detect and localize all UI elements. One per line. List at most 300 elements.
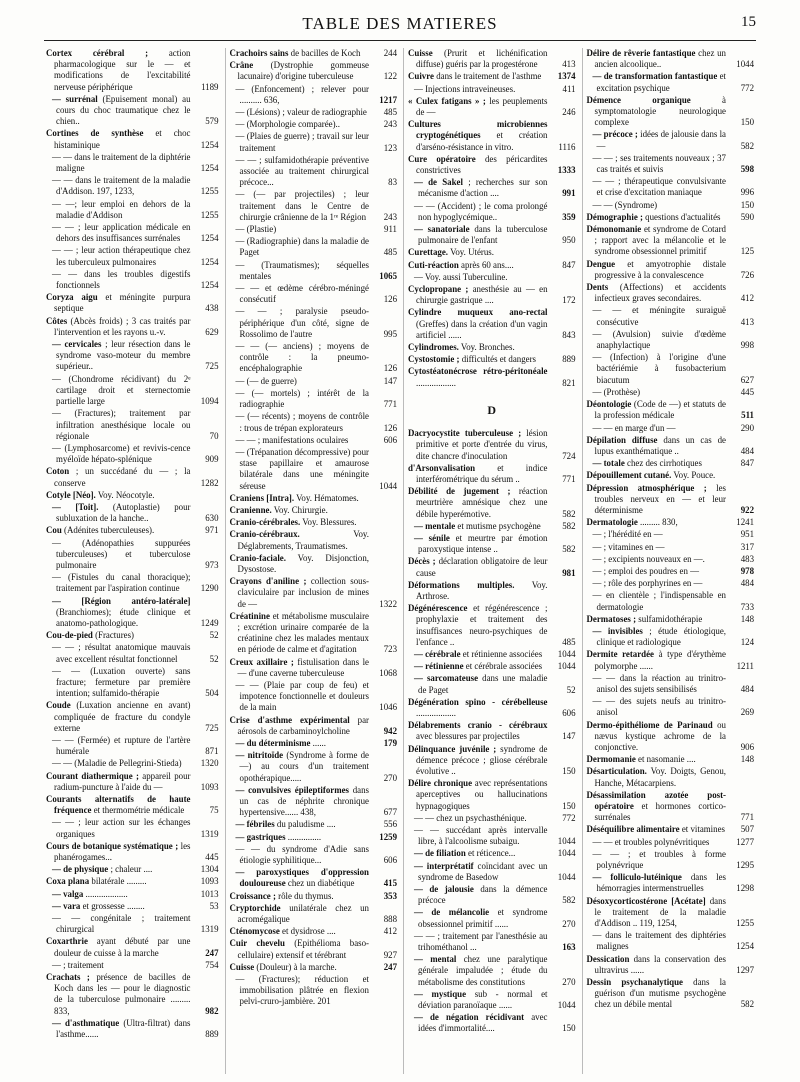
entry-description: questions d'actualités: [642, 211, 721, 222]
entry-heading: Cranio-faciale.: [229, 552, 286, 563]
entry-page-number: 244: [383, 48, 397, 58]
entry-heading: Dermatologie: [586, 517, 638, 528]
entry-description: — — (Plaie par coup de feu) et impotence fonctionnelle et douleurs de la main: [235, 679, 369, 713]
index-entry: [408, 521, 576, 532]
entry-text: [587, 458, 727, 469]
entry-heading: d'Arsonvalisation: [408, 462, 476, 473]
entry-page-number: 1254: [200, 233, 219, 244]
entry-heading: Cuisse: [229, 961, 255, 972]
entry-page-number: 677: [383, 807, 397, 818]
entry-text: [230, 376, 370, 387]
entry-heading: — d'asthmatique: [52, 1017, 120, 1028]
entry-page-number: 726: [740, 269, 754, 280]
entry-description: dans un cas de lupus exanthématique ..: [594, 434, 726, 456]
entry-description: et indice interférométrique du sérum ..: [416, 462, 548, 484]
entry-text: [230, 517, 370, 528]
page-header: [44, 14, 756, 40]
entry-page-number: 598: [740, 164, 754, 175]
entry-description: (Prurit et lichénification diffuse) guéris par la progestérone: [416, 48, 548, 70]
index-entry: [230, 926, 398, 937]
index-entry: [408, 989, 576, 1011]
entry-page-number: 847: [562, 259, 576, 270]
entry-page-number: 981: [562, 567, 576, 578]
entry-heading: Démonomanie: [586, 224, 642, 235]
entry-heading: Délinquance juvénile ;: [408, 743, 497, 754]
entry-text: [46, 374, 191, 408]
entry-page-number: 243: [383, 119, 397, 130]
entry-description: dans les hémorragies intermenstruelles: [596, 872, 726, 894]
entry-heading: Dessication: [586, 953, 630, 964]
entry-heading: — convulsives épileptiformes: [235, 784, 349, 795]
index-entry: [587, 282, 755, 304]
index-entry: [408, 119, 576, 153]
entry-description: à symptomatologie neurologique complexe: [594, 94, 726, 128]
entry-page-number: 1374: [557, 71, 576, 82]
entry-page-number: 270: [562, 918, 576, 929]
entry-description: collection sous-claviculaire par inclusion de mines de —: [237, 576, 369, 609]
index-entry: [230, 306, 398, 340]
entry-description: Voy. Hématomes.: [294, 492, 359, 503]
entry-page-number: 1259: [379, 831, 397, 842]
entry-page-number: 982: [205, 1005, 219, 1016]
index-entry: [587, 590, 755, 612]
index-entry: [587, 529, 755, 540]
entry-text: [587, 790, 727, 824]
entry-page-number: 124: [740, 637, 754, 648]
entry-heading: — de physique: [52, 864, 109, 875]
entry-description: — dans le traitement des diphtéries malignes: [592, 930, 726, 952]
entry-description: — — ; ses traitements nouveaux ; 37 cas traités et suivis: [592, 152, 726, 175]
entry-page-number: 484: [740, 445, 754, 456]
index-entry: [408, 486, 576, 520]
entry-heading: Cylindre muqueux ano-rectal: [408, 307, 548, 318]
entry-text: [46, 771, 191, 793]
entry-page-number: 483: [740, 553, 754, 564]
entry-heading: Dacryocystite tuberculeuse ;: [408, 428, 522, 439]
index-entry: [46, 864, 219, 875]
index-entry: [587, 720, 755, 754]
entry-description: dans le traitement de la maladie d'Addison .. 119, 1254,: [594, 895, 726, 929]
entry-text: [46, 316, 191, 338]
entry-heading: — [Toit].: [52, 501, 99, 512]
index-entry: [46, 525, 219, 536]
entry-page-number: 942: [383, 725, 397, 736]
entry-heading: — interprétatif: [414, 860, 474, 871]
entry-page-number: 909: [205, 454, 219, 465]
entry-text: [408, 521, 548, 532]
index-entry: [587, 224, 755, 258]
entry-heading: — invisibles: [592, 625, 643, 636]
entry-text: [408, 342, 548, 353]
entry-heading: Coxarthrie: [46, 936, 88, 947]
entry-text: [230, 283, 370, 305]
entry-text: [46, 152, 191, 174]
index-entry: [587, 626, 755, 648]
entry-description: — (Traumatismes); séquelles mentales: [235, 259, 369, 281]
entry-description: ......... 830,: [637, 517, 678, 528]
entry-page-number: 843: [562, 329, 576, 340]
entry-description: ......: [310, 737, 326, 748]
index-entry: [587, 176, 755, 198]
entry-page-number: 821: [562, 377, 576, 388]
entry-heading: — nitritoïde: [235, 750, 284, 761]
index-entry: [587, 754, 755, 765]
entry-description: — — et œdème cérébro-méningé consécutif: [235, 283, 369, 305]
entry-heading: — sanatoriale: [414, 224, 470, 235]
entry-page-number: 1254: [736, 941, 754, 952]
entry-text: [587, 259, 727, 281]
entry-text: [230, 974, 370, 1008]
entry-text: [230, 903, 370, 925]
entry-text: [408, 84, 548, 95]
entry-page-number: 317: [740, 541, 754, 552]
entry-text: [408, 825, 548, 847]
entry-text: [230, 119, 370, 130]
entry-text: [46, 972, 191, 1017]
entry-text: [587, 578, 727, 589]
entry-page-number: 359: [562, 211, 576, 222]
index-entry: [46, 936, 219, 958]
entry-heading: Déformations multiples.: [408, 579, 515, 590]
entry-page-number: 1254: [200, 163, 219, 174]
entry-text: [230, 891, 370, 902]
index-entry: [587, 399, 755, 421]
entry-page-number: 83: [388, 177, 397, 188]
entry-page-number: 1013: [200, 888, 219, 899]
index-entry: [230, 224, 398, 235]
index-entry: [46, 152, 219, 174]
entry-text: [587, 849, 727, 871]
index-entry: [46, 794, 219, 816]
entry-heading: Dermite retardée: [586, 649, 654, 660]
index-entry: [46, 972, 219, 1017]
entry-text: [230, 131, 370, 153]
entry-description: Voy. Néocotyle.: [95, 489, 155, 500]
entry-description: et rétinienne associées: [460, 648, 543, 659]
index-entry: [587, 896, 755, 930]
index-entry: [408, 813, 576, 824]
entry-heading: Cranio-cérébrales.: [229, 517, 301, 528]
entry-text: [46, 292, 191, 314]
entry-page-number: 627: [740, 374, 754, 385]
entry-heading: — de mélancolie: [414, 907, 490, 918]
entry-page-number: 75: [209, 805, 219, 816]
entry-page-number: 122: [383, 71, 397, 82]
entry-description: — (Radiographie) dans la maladie de Paget: [235, 236, 369, 258]
entry-description: rôle du thymus.: [275, 890, 334, 901]
index-entry: [46, 292, 219, 314]
entry-text: [408, 813, 548, 824]
entry-text: [230, 236, 370, 258]
entry-text: [587, 673, 727, 695]
index-entry: [408, 580, 576, 602]
entry-heading: Cténomycose: [229, 926, 280, 937]
entry-page-number: 485: [562, 636, 576, 647]
entry-description: — ; l'hérédité en —: [592, 529, 663, 540]
index-entry: [230, 131, 398, 153]
entry-description: dans la démence précoce: [418, 884, 548, 906]
entry-text: [230, 341, 370, 375]
index-entry: [408, 673, 576, 695]
entry-page-number: 1211: [736, 660, 754, 671]
entry-page-number: 438: [205, 303, 219, 314]
entry-description: — Injections intraveineuses.: [414, 83, 516, 94]
entry-description: — — (Accident) ; le coma prolongé non hypoglycémique..: [414, 200, 548, 222]
entry-page-number: 1320: [200, 758, 219, 769]
entry-description: — (— par projectiles) ; leur traitement dans le Centre de chirurgie crânienne de la 1ʳᵉ Région: [235, 189, 369, 222]
entry-text: [587, 329, 727, 351]
entry-text: [587, 200, 727, 211]
entry-text: [46, 408, 191, 442]
entry-text: [408, 486, 548, 520]
index-entry: [408, 744, 576, 778]
entry-text: [46, 572, 191, 594]
entry-text: [46, 841, 191, 863]
entry-text: [46, 936, 191, 958]
index-entry: [230, 189, 398, 223]
index-entry: [230, 493, 398, 504]
entry-description: Voy. Utérus.: [448, 247, 494, 258]
entry-page-number: 1065: [379, 270, 397, 281]
entry-page-number: 1333: [557, 165, 576, 176]
entry-page-number: 1249: [200, 617, 219, 628]
entry-page-number: 123: [383, 142, 397, 153]
entry-text: [230, 260, 370, 282]
entry-heading: Décès ;: [408, 556, 436, 567]
entry-heading: — de négation récidivant: [414, 1012, 525, 1023]
index-entry: [587, 790, 755, 824]
entry-heading: Dépression atmosphérique ;: [586, 482, 707, 493]
index-entry: [408, 848, 576, 859]
entry-heading: — gastriques: [235, 831, 286, 842]
entry-text: [230, 224, 370, 235]
entry-description: — — (— anciens) ; moyens de contrôle : la pneumo-encéphalographie: [235, 341, 369, 374]
index-entry: [46, 817, 219, 839]
entry-page-number: 733: [740, 601, 754, 612]
entry-description: avec blessures par projectiles: [416, 731, 520, 742]
entry-page-number: 126: [383, 422, 397, 433]
entry-text: [230, 306, 370, 340]
entry-heading: Crise d'asthme expérimental: [229, 714, 350, 725]
entry-text: [408, 428, 548, 462]
entry-page-number: 1255: [200, 186, 219, 197]
entry-heading: Débilité de jugement ;: [408, 486, 511, 497]
index-entry: [230, 611, 398, 656]
index-entry: [587, 696, 755, 718]
index-entry: [408, 661, 576, 672]
entry-page-number: 1189: [201, 81, 219, 92]
entry-page-number: 243: [383, 211, 397, 222]
entry-description: ..................: [416, 377, 456, 388]
index-entry: [587, 578, 755, 589]
index-column-4: [582, 48, 755, 1074]
index-entry: [46, 94, 219, 128]
entry-text: [587, 224, 727, 258]
entry-text: [587, 212, 727, 223]
entry-page-number: 1298: [736, 883, 754, 894]
entry-text: [587, 176, 727, 198]
header-rule: [44, 40, 756, 41]
index-entry: [587, 200, 755, 211]
entry-description: chez un ancien alcoolique..: [594, 48, 726, 70]
entry-description: et syndrome de Cotard ; rapport avec la mélancolie et le syndrome obsessionnel primitif: [594, 224, 726, 257]
index-entry: [230, 119, 398, 130]
entry-heading: Crayons d'aniline ;: [229, 576, 307, 587]
index-entry: [230, 715, 398, 737]
entry-text: [587, 423, 727, 434]
entry-page-number: 996: [740, 187, 754, 198]
entry-heading: — cervicales: [52, 339, 102, 350]
entry-text: [46, 245, 191, 267]
entry-page-number: 1094: [200, 396, 219, 407]
entry-description: — — ; manifestations oculaires: [235, 434, 349, 445]
entry-text: [587, 554, 727, 565]
index-column-1: [46, 48, 219, 1074]
entry-page-number: 772: [562, 812, 576, 823]
entry-description: et hormones cortico-surrénales: [594, 801, 726, 823]
entry-text: [46, 48, 191, 93]
entry-description: (Greffes) dans la création d'un vagin artificiel ......: [416, 318, 548, 340]
entry-heading: Cranienne.: [229, 504, 272, 515]
entry-heading: Désoxycorticostérone [Acétate]: [586, 895, 706, 906]
entry-page-number: 1044: [557, 661, 576, 672]
entry-text: [230, 926, 370, 937]
entry-heading: Dégénération spino - cérébelleuse: [408, 696, 548, 707]
entry-description: — — ; traitement par l'anesthésie au trihométhanol ...: [414, 930, 548, 953]
entry-page-number: 413: [562, 59, 576, 70]
entry-description: et création d'arséno-résistance in vitro.: [416, 130, 548, 152]
entry-description: ; recherches sur son mécanisme d'action ....: [418, 177, 548, 199]
index-entry: [408, 1012, 576, 1034]
entry-description: les phanérogames...: [54, 840, 191, 863]
index-entry: [46, 374, 219, 408]
entry-description: — (Avulsion) suivie d'œdème anaphylactique: [592, 328, 726, 351]
entry-text: [408, 224, 548, 246]
entry-page-number: 725: [205, 722, 219, 733]
entry-description: — (Chondrome récidivant) du 2ᵉ cartilage droit et sternectomie partielle large: [52, 373, 191, 407]
entry-heading: Craniens [Intra].: [229, 492, 295, 503]
entry-page-number: 978: [740, 565, 754, 576]
entry-text: [587, 837, 727, 848]
index-entry: [587, 649, 755, 671]
entry-page-number: 504: [205, 688, 219, 699]
entry-page-number: 1254: [200, 280, 219, 291]
entry-page-number: 247: [205, 947, 219, 958]
entry-text: [408, 533, 548, 555]
index-entry: [408, 884, 576, 906]
entry-text: [408, 119, 548, 153]
index-entry: [408, 463, 576, 485]
entry-heading: Crâne: [229, 60, 254, 71]
entry-page-number: 922: [740, 504, 754, 515]
entry-text: [46, 269, 191, 291]
index-entry: [46, 841, 219, 863]
entry-heading: Dermomanie: [586, 754, 636, 765]
entry-text: [46, 960, 191, 971]
entry-heading: Cranio-cérébraux.: [229, 529, 300, 540]
entry-heading: — paroxystiques d'oppression douloureuse: [235, 867, 369, 889]
entry-description: et nasomanie ....: [635, 754, 696, 765]
entry-text: [408, 154, 548, 176]
entry-page-number: 150: [562, 800, 576, 811]
index-entry: [587, 153, 755, 175]
entry-heading: Cours de botanique systématique ;: [46, 840, 179, 851]
entry-description: — — du syndrome d'Adie sans étiologie syphilitique...: [235, 843, 369, 866]
index-entry: [408, 720, 576, 742]
entry-text: [46, 817, 191, 839]
entry-description: — — dans les troubles digestifs fonctionnels: [52, 268, 191, 291]
entry-text: [408, 556, 548, 578]
entry-description: bilatérale .........: [89, 876, 147, 887]
entry-heading: Dessin psychanalytique: [586, 977, 683, 988]
index-entry: [46, 502, 219, 524]
entry-description: Voy. Arthrose.: [416, 579, 548, 601]
entry-heading: Coude: [46, 700, 71, 711]
index-entry: [408, 366, 576, 388]
entry-text: [408, 778, 548, 812]
entry-text: [587, 529, 727, 540]
entry-page-number: 998: [740, 340, 754, 351]
index-entry: [230, 680, 398, 714]
entry-text: [408, 697, 548, 719]
entry-description: chez une paralytique générale impaludée ; étude du métabolisme des constitutions: [418, 954, 548, 987]
entry-description: fistulisation dans le — d'une caverne tuberculeuse: [237, 656, 369, 678]
entry-description: ; chaleur ....: [108, 864, 153, 875]
index-entry: [230, 236, 398, 258]
index-entry: [230, 529, 398, 551]
entry-heading: — surrénal: [52, 93, 98, 104]
entry-description: — — dans la réaction au trinitro-anisol des sujets sensibilisés: [592, 672, 726, 694]
entry-text: [587, 483, 727, 517]
entry-text: [230, 657, 370, 679]
index-entry: [230, 785, 398, 819]
entry-text: [230, 553, 370, 575]
entry-page-number: 1093: [200, 876, 219, 887]
entry-description: dans la tuberculose pulmonaire de l'enfant: [418, 224, 548, 246]
entry-page-number: 1319: [200, 828, 219, 839]
entry-description: Voy. Blessures.: [300, 517, 357, 528]
entry-page-number: 1241: [736, 517, 754, 528]
entry-page-number: 1290: [200, 583, 219, 594]
entry-description: Voy. Doigts, Genou, Hanche, Métacarpiens.: [594, 766, 726, 788]
entry-page-number: 52: [209, 653, 219, 664]
section-letter: D: [487, 402, 497, 417]
entry-text: [230, 189, 370, 223]
entry-text: [587, 470, 727, 481]
entry-description: avec représentations aperceptives ou hallucinations hypnagogiques: [416, 778, 548, 811]
entry-page-number: 630: [205, 513, 219, 524]
entry-text: [587, 517, 727, 528]
index-entry: [230, 553, 398, 575]
entry-page-number: 148: [740, 754, 754, 765]
entry-text: [46, 794, 191, 816]
entry-page-number: 290: [740, 422, 754, 433]
index-entry: [408, 556, 576, 578]
entry-description: les troubles nerveux en — et leur déterminisme: [594, 482, 726, 515]
entry-heading: — mystique: [414, 988, 467, 999]
index-entry: [230, 844, 398, 866]
entry-description: (Branchiomes); étude clinique et anatomo-pathologique.: [56, 606, 191, 628]
entry-page-number: 125: [740, 246, 754, 257]
entry-text: [587, 824, 727, 835]
entry-page-number: 1044: [736, 59, 754, 70]
entry-heading: Cytostéatonécrose rétro-péritonéale: [408, 366, 548, 377]
entry-text: [230, 844, 370, 866]
entry-page-number: 973: [205, 559, 219, 570]
entry-text: [408, 954, 548, 988]
entry-description: Voy. Bronches.: [458, 342, 515, 353]
entry-text: [408, 366, 548, 388]
